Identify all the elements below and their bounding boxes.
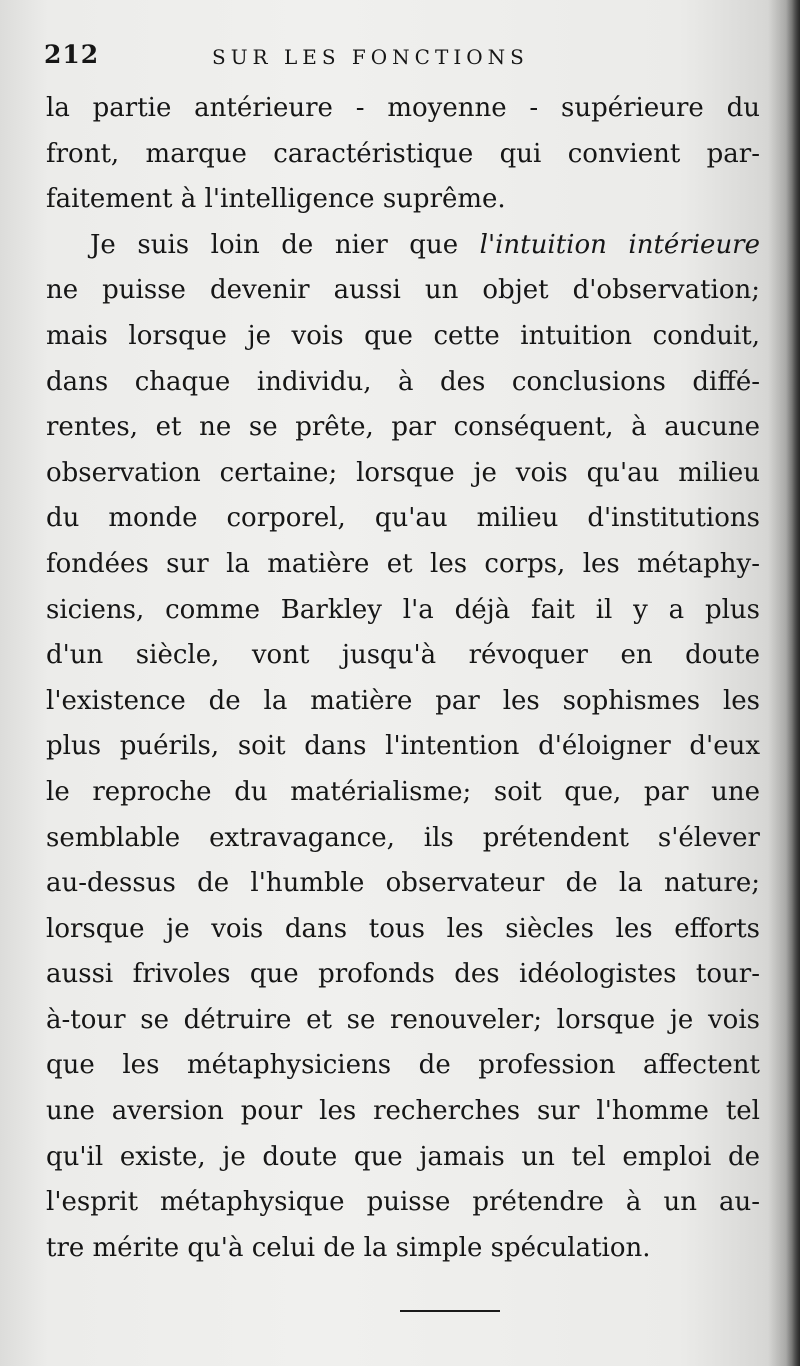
- text-line: tre mérite qu'à celui de la simple spéculation.: [46, 1232, 651, 1263]
- text-line: à-tour se détruire et se renouveler; lorsque je vois: [46, 1004, 760, 1035]
- text-line: au-dessus de l'humble observateur de la nature;: [46, 868, 760, 899]
- text-line: ne puisse devenir aussi un objet d'observation;: [46, 275, 760, 306]
- text-line: rentes, et ne se prête, par conséquent, à aucune: [46, 412, 760, 443]
- text-line: le reproche du matérialisme; soit que, par une: [46, 776, 760, 807]
- text-line: une aversion pour les recherches sur l'homme tel: [46, 1096, 760, 1127]
- text-line: d'un siècle, vont jusqu'à révoquer en doute: [46, 640, 760, 671]
- text-line: que les métaphysiciens de profession affectent: [46, 1050, 760, 1081]
- text-line: du monde corporel, qu'au milieu d'institutions: [46, 503, 760, 534]
- text-line: dans chaque individu, à des conclusions diffé-: [46, 366, 760, 397]
- text-line: observation certaine; lorsque je vois qu'au milieu: [46, 457, 760, 488]
- text-line: Je suis loin de nier que l'intuition intérieure: [90, 229, 761, 260]
- text-line: l'existence de la matière par les sophismes les: [46, 685, 760, 716]
- text-line: lorsque je vois dans tous les siècles les efforts: [46, 913, 760, 944]
- text-line: l'esprit métaphysique puisse prétendre à un au-: [46, 1187, 760, 1218]
- text-line: la partie antérieure - moyenne - supérieure du: [46, 93, 760, 123]
- text-line: fondées sur la matière et les corps, les métaphy-: [46, 548, 760, 579]
- text-line: qu'il existe, je doute que jamais un tel emploi de: [46, 1141, 760, 1172]
- body-text: [46, 86, 760, 1271]
- text-line: siciens, comme Barkley l'a déjà fait il y a plus: [46, 594, 760, 625]
- running-head: SUR LES FONCTIONS: [212, 45, 529, 69]
- text-line: plus puérils, soit dans l'intention d'éloigner d'eux: [46, 731, 760, 762]
- text-line: front, marque caractéristique qui convient par-: [46, 138, 760, 169]
- page-binding-shadow: [786, 0, 800, 1366]
- text-line: semblable extravagance, ils prétendent s'élever: [46, 822, 760, 853]
- text-line: faitement à l'intelligence suprême.: [46, 184, 506, 215]
- italic-phrase: l'intuition intérieure: [479, 229, 761, 260]
- paragraph: [46, 86, 760, 223]
- paragraph: [46, 223, 760, 1272]
- text-line: aussi frivoles que profonds des idéologistes tour-: [46, 959, 760, 990]
- end-rule: [400, 1310, 500, 1312]
- text-line: mais lorsque je vois que cette intuition conduit,: [46, 320, 760, 351]
- page-number: 212: [44, 40, 100, 69]
- page-header: [44, 40, 764, 76]
